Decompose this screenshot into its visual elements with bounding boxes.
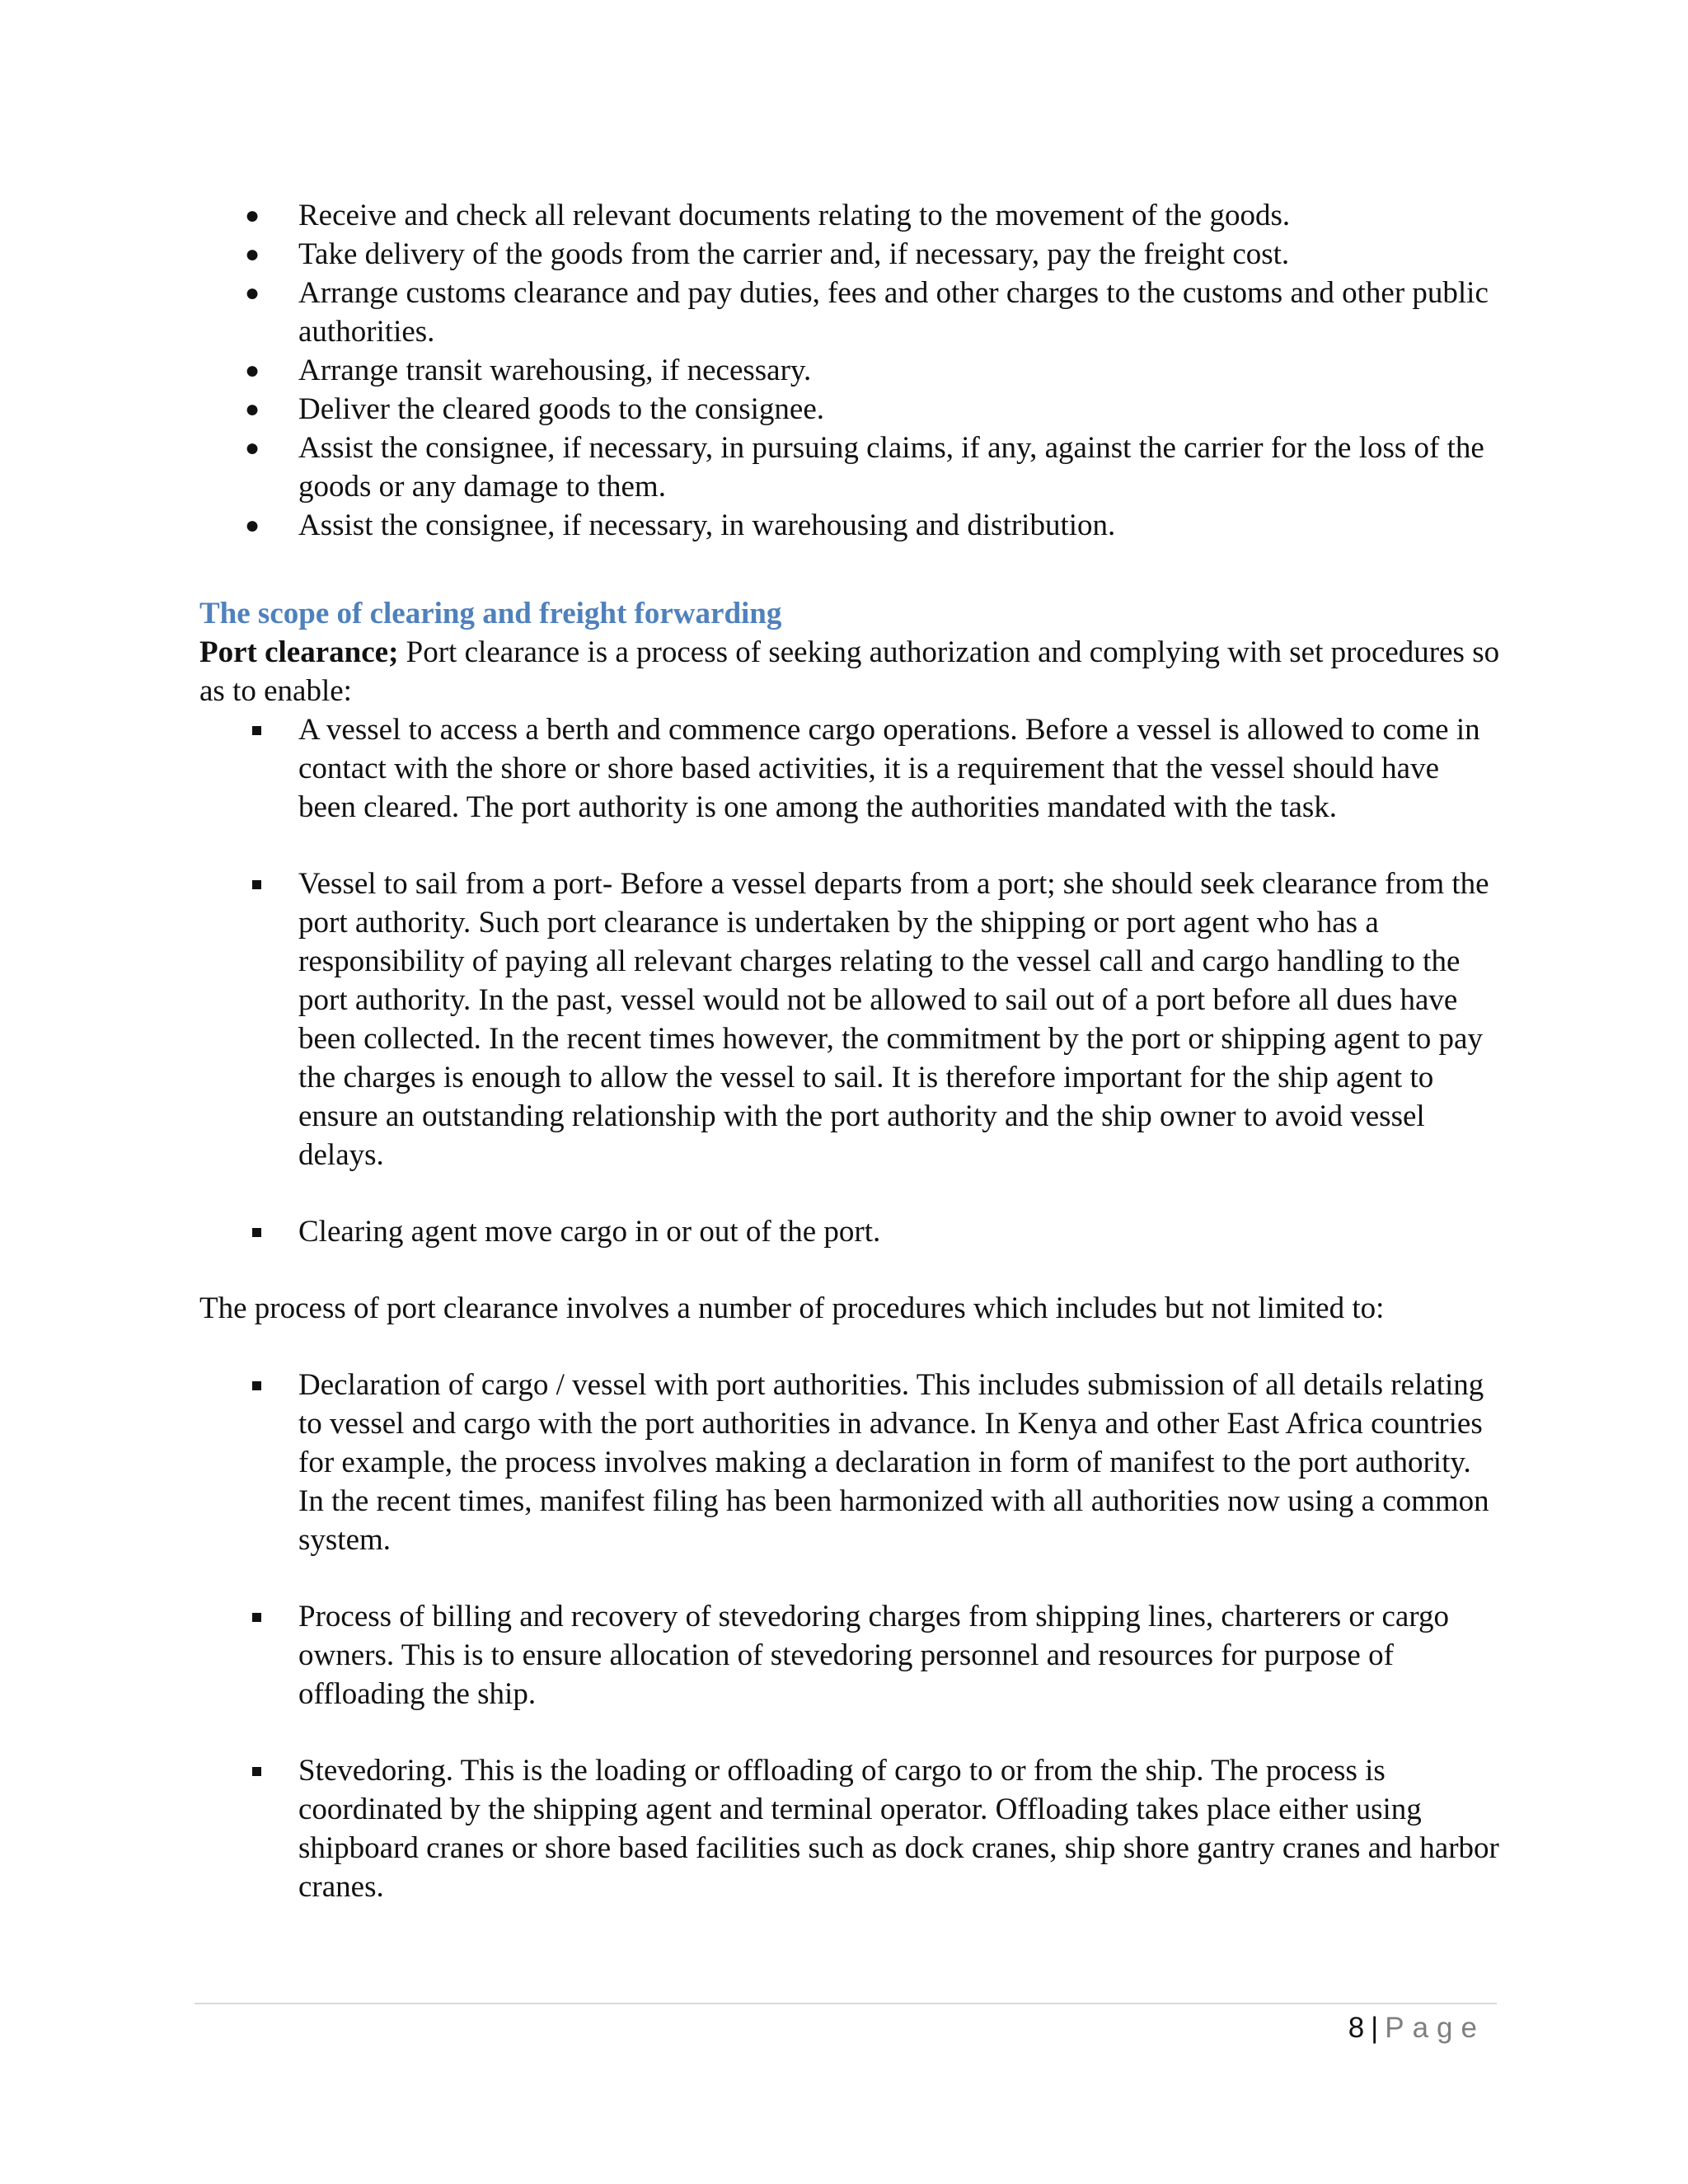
list-item <box>199 506 1502 545</box>
square-bullet-icon <box>252 1613 261 1622</box>
bullet-dot-icon: ● <box>245 396 260 423</box>
list-item <box>199 1597 1502 1713</box>
list-item <box>199 865 1502 1174</box>
list-item <box>199 351 1502 390</box>
bullet-dot-icon: ● <box>245 241 260 268</box>
bullet-dot-icon: ● <box>245 434 260 462</box>
square-bullet-icon <box>252 880 261 889</box>
list-item-text: Take delivery of the goods from the carrier and, if necessary, pay the freight cost. <box>298 237 1290 271</box>
list-item-text: Arrange customs clearance and pay duties, fees and other charges to the customs and other public authorities. <box>298 276 1489 349</box>
list-item-text: Declaration of cargo / vessel with port authorities. This includes submission of all details relating to vessel and cargo with the port authorities in advance. In Kenya and other East Africa countries for example, the process involves making a declaration in form of manifest to the port authority. In the recent times, manifest filing has been harmonized with all authorities now using a common system. <box>298 1368 1489 1557</box>
page-content <box>199 196 1502 1944</box>
list-item-text: Assist the consignee, if necessary, in pursuing claims, if any, against the carrier for the loss of the goods or any damage to them. <box>298 431 1484 504</box>
list-item-text: Vessel to sail from a port- Before a vessel departs from a port; she should seek clearance from the port authority. Such port clearance is undertaken by the shipping or port agent who has a responsibility of paying all relevant charges relating to the vessel call and cargo handling to the port authority. In the past, vessel would not be allowed to sail out of a port before all dues have been collected. In the recent times however, the commitment by the port or shipping agent to pay the charges is enough to allow the vessel to sail. It is therefore important for the ship agent to ensure an outstanding relationship with the port authority and the ship owner to avoid vessel delays. <box>298 867 1489 1172</box>
square-bullet-icon <box>252 726 261 735</box>
bullet-dot-icon: ● <box>245 202 260 229</box>
port-clearance-label: Port clearance; <box>199 635 399 669</box>
page-number: 8 <box>1348 2012 1365 2044</box>
bullet-dot-icon: ● <box>245 357 260 384</box>
page-footer <box>1348 2009 1485 2047</box>
list-item <box>199 1366 1502 1559</box>
list-item <box>199 235 1502 274</box>
square-bullet-icon <box>252 1228 261 1237</box>
list-item <box>199 390 1502 429</box>
list-item-text: Deliver the cleared goods to the consignee. <box>298 392 825 426</box>
list-item-text: Arrange transit warehousing, if necessary. <box>298 354 812 387</box>
bullet-dot-icon: ● <box>245 279 260 307</box>
procedure-list <box>199 1366 1502 1906</box>
list-item-text: A vessel to access a berth and commence cargo operations. Before a vessel is allowed to come in contact with the shore or shore based activities, it is a requirement that the vessel should have been cleared. The port authority is one among the authorities mandated with the task. <box>298 713 1480 824</box>
process-intro-paragraph: The process of port clearance involves a number of procedures which includes but not limited to: <box>199 1291 1385 1325</box>
list-item <box>199 429 1502 506</box>
intro-bullet-list <box>199 196 1502 545</box>
square-bullet-icon <box>252 1381 261 1390</box>
list-item <box>199 1751 1502 1906</box>
footer-divider <box>195 2003 1497 2004</box>
port-clearance-text: Port clearance is a process of seeking authorization and complying with set procedures so as to enable: <box>199 635 1500 708</box>
square-bullet-icon <box>252 1767 261 1776</box>
list-item <box>199 274 1502 351</box>
list-item-text: Clearing agent move cargo in or out of the port. <box>298 1215 881 1249</box>
list-item-text: Stevedoring. This is the loading or offloading of cargo to or from the ship. The process is coordinated by the shipping agent and terminal operator. Offloading takes place either using shipboard cranes or shore based facilities such as dock cranes, ship shore gantry cranes and harbor cranes. <box>298 1754 1499 1904</box>
page-label: Page <box>1385 2012 1485 2044</box>
port-clearance-paragraph <box>199 633 1502 710</box>
list-item-text: Assist the consignee, if necessary, in warehousing and distribution. <box>298 509 1116 542</box>
spacer <box>199 1328 1502 1366</box>
list-item-text: Receive and check all relevant documents relating to the movement of the goods. <box>298 199 1291 232</box>
bullet-dot-icon: ● <box>245 512 260 539</box>
footer-separator: | <box>1371 2012 1379 2044</box>
list-item <box>199 196 1502 235</box>
section-heading: The scope of clearing and freight forwarding <box>199 597 782 630</box>
enable-list <box>199 710 1502 1251</box>
list-item-text: Process of billing and recovery of stevedoring charges from shipping lines, charterers or cargo owners. This is to ensure allocation of stevedoring personnel and resources for purpose of offloading the ship. <box>298 1600 1449 1711</box>
list-item <box>199 710 1502 827</box>
list-item <box>199 1212 1502 1251</box>
